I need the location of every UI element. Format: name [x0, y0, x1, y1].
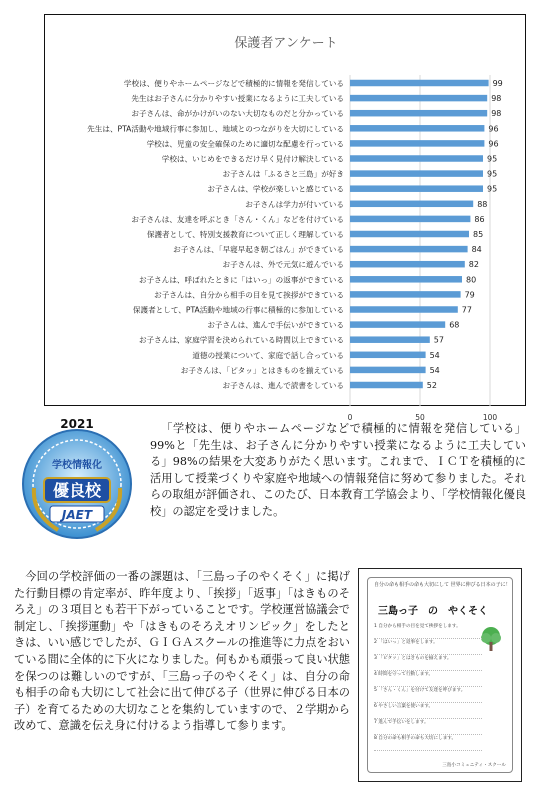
value-label: 54: [429, 350, 440, 360]
pledge-item: 4 時間を守って行動します。: [374, 672, 482, 687]
category-label: お子さんは、命がかけがいのない大切なものだと分かっている: [131, 109, 344, 119]
category-label: 保護者として、特別支援教育について正しく理解している: [146, 230, 344, 239]
category-label: お子さんは、「早寝早起き朝ごはん」ができている: [173, 245, 344, 255]
bar: [350, 201, 473, 208]
badge-org: JAET: [61, 508, 93, 522]
pledge-item: 3 「ピタッ」とはきものを揃えます。: [374, 656, 482, 671]
bar: [350, 110, 487, 117]
value-label: 95: [487, 184, 498, 194]
category-label: 道徳の授業について、家庭で話し合っている: [192, 350, 344, 360]
pledge-item: 6 やさしい言葉を使います。: [374, 704, 482, 719]
category-label: お子さんは、呼ばれたときに「はいっ」の返事ができている: [138, 275, 344, 285]
pledge-list: [374, 624, 482, 752]
category-label: お子さんは、外で元気に遊んでいる: [222, 260, 344, 270]
value-label: 85: [473, 230, 484, 239]
bar: [350, 216, 470, 223]
value-label: 77: [461, 305, 472, 315]
pledge-intro: 自分の命も相手の命も大切にして 世界に伸びる日本の子に！: [374, 582, 511, 588]
value-label: 88: [477, 199, 488, 209]
category-label: お子さんは、自分から相手の目を見て挨拶ができている: [154, 290, 344, 300]
pledge-footer: 三島小コミュニティ・スクール: [442, 763, 506, 768]
bar: [350, 276, 462, 283]
bar: [350, 367, 426, 374]
value-label: 80: [466, 275, 477, 285]
bar: [350, 185, 483, 192]
category-label: お子さんは「ふるさと三島」が好き: [222, 169, 344, 179]
category-label: お子さんは、進んで読書をしている: [222, 381, 344, 390]
bar: [350, 140, 484, 147]
x-tick-label: 50: [415, 413, 425, 423]
pledge-heading: 三島っ子 の やくそく: [378, 606, 488, 617]
value-label: 98: [491, 109, 502, 119]
parent-survey-chart: [44, 14, 526, 423]
mishimakko-pledge-poster: [358, 568, 522, 782]
bar: [350, 291, 461, 298]
x-tick-label: 0: [347, 413, 353, 423]
category-label: 先生は、PTA活動や地域行事に参加し、地域とのつながりを大切にしている: [87, 124, 344, 134]
pledge-frame: [367, 577, 513, 773]
value-label: 96: [488, 124, 499, 134]
category-label: お子さんは、「ピタッ」とはきものを揃えている: [180, 365, 344, 375]
bar: [350, 306, 458, 313]
bar: [350, 95, 487, 102]
value-label: 84: [471, 245, 482, 255]
paragraph-ict-award: 「学校は、便りやホームページなどで積極的に情報を発信している」99%と「先生は、お子さんに分かりやすい授業になるように工夫している」98%の結果を大変ありがたく思います。これまで、ＩＣＴを積極的に活用して授業づくりや家庭や地域への情報発信に努めて参りました。それらの取組が評価され、このたび、日本教育工学協会より、「学校情報化優良校」の認定を受けました。: [150, 422, 526, 518]
bar: [350, 155, 483, 162]
category-label: お子さんは、学校が楽しいと感じている: [207, 184, 344, 194]
bar: [350, 352, 426, 359]
bar: [350, 170, 483, 177]
x-tick-label: 100: [482, 413, 498, 423]
value-label: 57: [433, 335, 444, 345]
value-label: 79: [464, 290, 475, 300]
award-seal-icon: [14, 418, 140, 542]
value-label: 54: [429, 365, 440, 375]
category-label: 学校は、児童の安全確保のために適切な配慮を行っている: [146, 139, 344, 149]
bar: [350, 336, 430, 343]
bar: [350, 261, 465, 268]
bar: [350, 246, 468, 253]
value-label: 82: [468, 260, 479, 270]
pledge-item: 2 「はいっ」と返事をします。: [374, 640, 482, 655]
badge-line2: 優良校: [52, 481, 102, 500]
bar: [350, 125, 484, 132]
pledge-item: 8 自分の命も相手の命も大切にします。: [374, 736, 482, 751]
category-label: お子さんは、家庭学習を決められている時間以上できている: [138, 335, 344, 345]
badge-line1: 学校情報化: [52, 460, 102, 471]
bar: [350, 80, 489, 87]
school-informatization-badge: [14, 418, 140, 542]
category-label: お子さんは学力が付いている: [245, 199, 344, 209]
value-label: 96: [488, 139, 499, 149]
value-label: 95: [487, 154, 498, 164]
value-label: 99: [492, 79, 503, 88]
category-label: 学校は、いじめをできるだけ早く見付け解決している: [161, 154, 344, 164]
bar: [350, 321, 445, 328]
badge-year: 2021: [60, 417, 94, 431]
pledge-item: 1 自分から相手の目を見て挨拶をします。: [374, 624, 482, 639]
pledge-item: 7 進んで手伝いをします。: [374, 720, 482, 735]
value-label: 68: [449, 320, 460, 330]
paragraph-school-issues: 今回の学校評価の一番の課題は、「三島っ子のやくそく」に掲げた行動目標の肯定率が、昨年度より、「挨拶」「返事」「はきものそろえ」の３項目とも若干下がっていることです。学校運営協議会で制定し、「挨拶運動」や「はきものそろえオリンピック」をしたときは、いい感じでしたが、ＧＩＧＡスクールの推進等に力点をおいている間に全体的に下火になりました。何もかも頑張って良い状態を保つのは難しいのですが、「三島っ子のやくそく」は、自分の命も相手の命も大切にして社会に出て伸びる子（世界に伸びる日本の子）を育てるための大切なことを集約していますので、２学期から改めて、意識を伝え身に付けるよう指導して参ります。: [14, 570, 350, 733]
category-label: 先生はお子さんに分かりやすい授業になるように工夫している: [131, 94, 344, 104]
bar: [350, 382, 423, 389]
pledge-item: 5 「さん・くん」を付けて友達を呼びます。: [374, 688, 482, 703]
bar-chart-svg: [45, 15, 527, 423]
category-label: お子さんは、友達を呼ぶとき「さん・くん」などを付けている: [131, 214, 344, 224]
category-label: 学校は、便りやホームページなどで積極的に情報を発信している: [123, 79, 344, 88]
category-label: 保護者として、PTA活動や地域の行事に積極的に参加している: [132, 305, 344, 315]
value-label: 98: [491, 94, 502, 104]
value-label: 52: [426, 381, 437, 390]
bar: [350, 231, 469, 238]
value-label: 86: [474, 214, 485, 224]
value-label: 95: [487, 169, 498, 179]
chart-title: 保護者アンケート: [234, 36, 338, 51]
category-label: お子さんは、進んで手伝いができている: [207, 320, 344, 330]
